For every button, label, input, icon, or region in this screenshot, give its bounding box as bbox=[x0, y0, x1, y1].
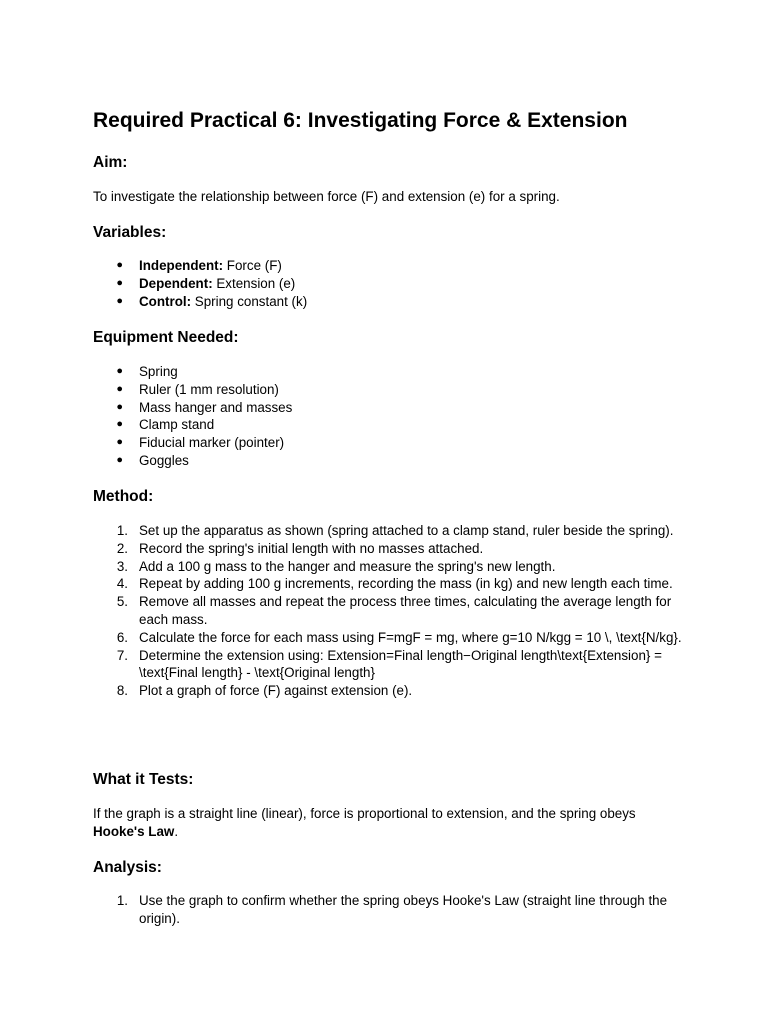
list-number: 3. bbox=[116, 558, 128, 574]
list-number: 7. bbox=[116, 647, 128, 663]
bullet-icon: ● bbox=[116, 276, 123, 289]
list-number: 2. bbox=[116, 540, 128, 556]
bullet-icon: ● bbox=[116, 365, 123, 377]
bullet-icon: ● bbox=[116, 418, 123, 431]
list-number: 6. bbox=[116, 629, 128, 645]
list-number: 4. bbox=[116, 576, 128, 592]
analysis-list bbox=[93, 892, 683, 928]
bullet-icon: ● bbox=[116, 294, 123, 307]
list-item-text: Clamp stand bbox=[139, 417, 215, 433]
list-item bbox=[93, 558, 683, 576]
list-item bbox=[93, 452, 683, 470]
variable-value: Extension (e) bbox=[212, 275, 296, 291]
list-item bbox=[93, 381, 683, 399]
list-item bbox=[93, 593, 683, 629]
list-item-text: Goggles bbox=[139, 452, 189, 468]
page-title: Required Practical 6: Investigating Force & Extension bbox=[93, 109, 628, 132]
bullet-icon: ● bbox=[116, 453, 123, 466]
list-number: 8. bbox=[116, 683, 128, 699]
list-number: 1. bbox=[116, 523, 128, 538]
list-item-text: Determine the extension using: Extension=Final length−Original length\text{Extension} = \text{Final length} - \text{Original length} bbox=[139, 647, 662, 681]
list-item bbox=[93, 434, 683, 452]
method-list bbox=[93, 522, 683, 700]
variables-heading: Variables: bbox=[93, 224, 167, 241]
variable-label: Independent: bbox=[139, 258, 224, 273]
bullet-icon: ● bbox=[116, 382, 123, 395]
list-item bbox=[93, 293, 683, 311]
tests-end: . bbox=[174, 823, 179, 839]
list-item-text: Ruler (1 mm resolution) bbox=[139, 381, 279, 397]
list-item-text: Repeat by adding 100 g increments, recording the mass (in kg) and new length each time. bbox=[139, 576, 673, 592]
list-item-text: Fiducial marker (pointer) bbox=[139, 435, 285, 451]
list-item bbox=[93, 575, 683, 593]
list-item-text: Plot a graph of force (F) against extension (e). bbox=[139, 683, 413, 699]
list-number: 5. bbox=[116, 594, 128, 610]
list-item bbox=[93, 682, 683, 700]
list-item-text: Record the spring's initial length with no masses attached. bbox=[139, 540, 484, 556]
equipment-heading: Equipment Needed: bbox=[93, 329, 239, 346]
tests-sentence: If the graph is a straight line (linear), force is proportional to extension, and the spring obeys bbox=[93, 806, 636, 821]
aim-heading: Aim: bbox=[93, 154, 128, 171]
list-item bbox=[93, 892, 683, 928]
list-item bbox=[93, 522, 683, 540]
variable-label: Control: bbox=[139, 293, 192, 309]
tests-text bbox=[93, 805, 683, 840]
list-number: 1. bbox=[116, 893, 128, 908]
list-item-text: Mass hanger and masses bbox=[139, 399, 293, 415]
list-item bbox=[93, 399, 683, 417]
list-item bbox=[93, 540, 683, 558]
variable-value: Force (F) bbox=[223, 258, 282, 273]
bullet-icon: ● bbox=[116, 400, 123, 413]
equipment-list bbox=[93, 363, 683, 470]
list-item bbox=[93, 629, 683, 647]
list-item-text: Set up the apparatus as shown (spring attached to a clamp stand, ruler beside the spring). bbox=[139, 523, 674, 538]
variable-label: Dependent: bbox=[139, 275, 213, 291]
list-item bbox=[93, 647, 683, 683]
hookes-law-term: Hooke's Law bbox=[93, 823, 175, 839]
aim-text: To investigate the relationship between force (F) and extension (e) for a spring. bbox=[93, 189, 560, 204]
method-heading: Method: bbox=[93, 488, 154, 505]
variables-list bbox=[93, 257, 683, 310]
list-item-text: Calculate the force for each mass using F=mgF = mg, where g=10 N/kgg = 10 \, \text{N/kg}. bbox=[139, 629, 682, 645]
analysis-heading: Analysis: bbox=[93, 859, 162, 876]
list-item bbox=[93, 416, 683, 434]
tests-heading: What it Tests: bbox=[93, 771, 194, 788]
variable-value: Spring constant (k) bbox=[191, 293, 308, 309]
list-item-text: Add a 100 g mass to the hanger and measure the spring's new length. bbox=[139, 558, 556, 574]
list-item bbox=[93, 363, 683, 381]
list-item-text: Remove all masses and repeat the process three times, calculating the average length for each mass. bbox=[139, 594, 672, 627]
list-item-text: Spring bbox=[139, 364, 178, 379]
list-item bbox=[93, 275, 683, 293]
bullet-icon: ● bbox=[116, 436, 123, 449]
list-item bbox=[93, 257, 683, 275]
bullet-icon: ● bbox=[116, 259, 123, 271]
list-item-text: Use the graph to confirm whether the spring obeys Hooke's Law (straight line through the origin). bbox=[139, 893, 668, 926]
